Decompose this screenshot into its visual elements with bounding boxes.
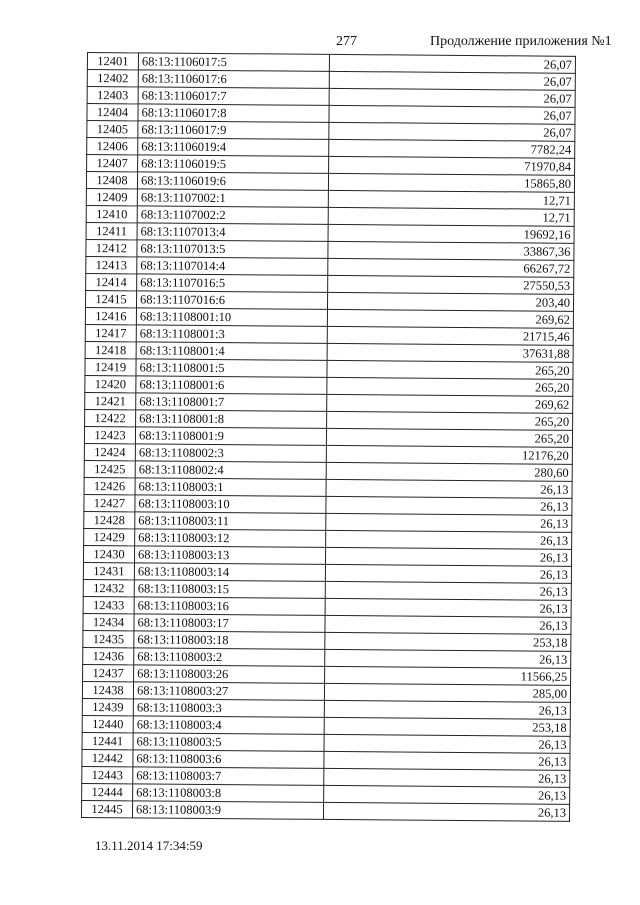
- row-number: 12432: [83, 579, 134, 596]
- row-number: 12438: [82, 681, 133, 698]
- row-value: 26,07: [329, 88, 575, 107]
- row-number: 12426: [84, 477, 135, 494]
- row-number: 12418: [85, 341, 136, 358]
- row-number: 12423: [84, 426, 135, 443]
- cadastral-number: 68:13:1108003:6: [133, 750, 324, 768]
- row-value: 26,07: [329, 54, 575, 73]
- row-value: 26,13: [325, 615, 571, 634]
- row-value: 66267,72: [328, 258, 574, 277]
- row-value: 37631,88: [327, 343, 573, 362]
- table-row: [81, 800, 569, 821]
- row-number: 12419: [85, 358, 136, 375]
- row-value: 26,13: [324, 785, 570, 804]
- cadastral-number: 68:13:1106017:9: [138, 121, 329, 139]
- row-value: 26,07: [329, 122, 575, 141]
- cadastral-number: 68:13:1107002:2: [137, 206, 328, 224]
- cadastral-number: 68:13:1108003:8: [133, 784, 324, 802]
- header-caption: Продолжение приложения №1: [430, 34, 612, 49]
- row-value: 265,20: [327, 411, 573, 430]
- row-value: 26,13: [324, 751, 570, 770]
- cadastral-number: 68:13:1106017:8: [138, 104, 329, 122]
- row-number: 12415: [85, 290, 136, 307]
- row-value: 27550,53: [328, 275, 574, 294]
- row-number: 12440: [82, 715, 133, 732]
- cadastral-number: 68:13:1107016:5: [137, 274, 328, 292]
- cadastral-number: 68:13:1108003:3: [133, 699, 324, 717]
- row-value: 26,13: [323, 802, 569, 821]
- row-number: 12414: [86, 273, 137, 290]
- row-value: 203,40: [327, 292, 573, 311]
- row-value: 15865,80: [328, 173, 574, 192]
- row-number: 12417: [85, 324, 136, 341]
- row-value: 253,18: [325, 632, 571, 651]
- cadastral-number: 68:13:1108003:11: [135, 512, 326, 530]
- cadastral-number: 68:13:1108003:26: [134, 665, 325, 683]
- row-number: 12429: [84, 528, 135, 545]
- cadastral-number: 68:13:1108003:18: [134, 631, 325, 649]
- cadastral-number: 68:13:1108003:1: [135, 478, 326, 496]
- row-number: 12442: [82, 749, 133, 766]
- row-number: 12430: [83, 545, 134, 562]
- cadastral-number: 68:13:1108001:3: [136, 325, 327, 343]
- registry-table: [81, 52, 576, 822]
- row-number: 12434: [83, 613, 134, 630]
- row-value: 26,13: [324, 768, 570, 787]
- row-value: 269,62: [327, 394, 573, 413]
- row-number: 12411: [86, 222, 137, 239]
- row-number: 12433: [83, 596, 134, 613]
- row-number: 12437: [83, 664, 134, 681]
- row-value: 280,60: [326, 462, 572, 481]
- cadastral-number: 68:13:1107013:5: [137, 240, 328, 258]
- cadastral-number: 68:13:1108003:16: [134, 597, 325, 615]
- row-number: 12408: [86, 172, 137, 189]
- row-number: 12431: [83, 562, 134, 579]
- row-number: 12416: [85, 307, 136, 324]
- row-value: 11566,25: [325, 666, 571, 685]
- row-value: 26,07: [329, 105, 575, 124]
- cadastral-number: 68:13:1108001:4: [136, 342, 327, 360]
- row-value: 19692,16: [328, 224, 574, 243]
- row-number: 12406: [87, 138, 138, 155]
- cadastral-number: 68:13:1108003:4: [133, 716, 324, 734]
- cadastral-number: 68:13:1107013:4: [137, 223, 328, 241]
- cadastral-number: 68:13:1107002:1: [137, 189, 328, 207]
- cadastral-number: 68:13:1106017:6: [138, 70, 329, 88]
- cadastral-number: 68:13:1108003:9: [132, 801, 323, 819]
- cadastral-number: 68:13:1106019:5: [138, 155, 329, 173]
- row-number: 12409: [86, 188, 137, 205]
- row-number: 12443: [82, 766, 133, 783]
- cadastral-number: 68:13:1108003:5: [133, 733, 324, 751]
- row-number: 12436: [83, 647, 134, 664]
- row-number: 12445: [81, 800, 132, 817]
- row-number: 12439: [82, 698, 133, 715]
- cadastral-number: 68:13:1106017:5: [138, 53, 329, 71]
- cadastral-number: 68:13:1108003:14: [134, 563, 325, 581]
- row-number: 12441: [82, 732, 133, 749]
- cadastral-number: 68:13:1108001:9: [135, 427, 326, 445]
- cadastral-number: 68:13:1108001:6: [136, 376, 327, 394]
- row-value: 7782,24: [329, 139, 575, 158]
- row-value: 33867,36: [328, 241, 574, 260]
- cadastral-number: 68:13:1106019:4: [138, 138, 329, 156]
- row-value: 26,13: [325, 564, 571, 583]
- row-value: 26,07: [329, 71, 575, 90]
- cadastral-number: 68:13:1107016:6: [136, 291, 327, 309]
- row-value: 26,13: [325, 547, 571, 566]
- cadastral-number: 68:13:1106017:7: [138, 87, 329, 105]
- row-value: 12176,20: [326, 445, 572, 464]
- cadastral-number: 68:13:1108003:13: [134, 546, 325, 564]
- cadastral-number: 68:13:1107014:4: [137, 257, 328, 275]
- row-number: 12428: [84, 511, 135, 528]
- row-number: 12427: [84, 494, 135, 511]
- row-value: 265,20: [327, 360, 573, 379]
- cadastral-number: 68:13:1108003:2: [134, 648, 325, 666]
- row-value: 26,13: [326, 496, 572, 515]
- cadastral-number: 68:13:1108002:4: [135, 461, 326, 479]
- row-number: 12407: [87, 155, 138, 172]
- row-number: 12444: [82, 783, 133, 800]
- cadastral-number: 68:13:1108002:3: [135, 444, 326, 462]
- row-value: 12,71: [328, 190, 574, 209]
- row-number: 12424: [84, 443, 135, 460]
- row-number: 12425: [84, 460, 135, 477]
- row-value: 285,00: [324, 683, 570, 702]
- row-number: 12405: [87, 121, 138, 138]
- row-value: 26,13: [324, 700, 570, 719]
- row-number: 12413: [86, 256, 137, 273]
- row-value: 26,13: [325, 581, 571, 600]
- row-number: 12403: [87, 87, 138, 104]
- row-value: 269,62: [327, 309, 573, 328]
- cadastral-number: 68:13:1108003:10: [135, 495, 326, 513]
- cadastral-number: 68:13:1108003:7: [133, 767, 324, 785]
- row-value: 253,18: [324, 717, 570, 736]
- row-number: 12404: [87, 104, 138, 121]
- row-number: 12435: [83, 630, 134, 647]
- cadastral-number: 68:13:1108003:12: [135, 529, 326, 547]
- cadastral-number: 68:13:1106019:6: [137, 172, 328, 190]
- row-value: 26,13: [326, 479, 572, 498]
- cadastral-number: 68:13:1108001:10: [136, 308, 327, 326]
- row-number: 12401: [87, 53, 138, 70]
- row-value: 12,71: [328, 207, 574, 226]
- cadastral-number: 68:13:1108003:15: [134, 580, 325, 598]
- cadastral-number: 68:13:1108001:5: [136, 359, 327, 377]
- row-number: 12421: [85, 392, 136, 409]
- row-value: 26,13: [325, 649, 571, 668]
- cadastral-number: 68:13:1108001:7: [136, 393, 327, 411]
- row-value: 26,13: [325, 598, 571, 617]
- cadastral-number: 68:13:1108003:17: [134, 614, 325, 632]
- cadastral-number: 68:13:1108001:8: [136, 410, 327, 428]
- row-value: 71970,84: [329, 156, 575, 175]
- row-number: 12402: [87, 70, 138, 87]
- row-value: 265,20: [327, 377, 573, 396]
- footer-timestamp: 13.11.2014 17:34:59: [95, 838, 203, 853]
- registry-table-body: [81, 53, 575, 822]
- row-number: 12412: [86, 239, 137, 256]
- row-value: 26,13: [324, 734, 570, 753]
- row-value: 26,13: [326, 513, 572, 532]
- row-value: 21715,46: [327, 326, 573, 345]
- row-number: 12422: [85, 409, 136, 426]
- row-number: 12410: [86, 205, 137, 222]
- cadastral-number: 68:13:1108003:27: [133, 682, 324, 700]
- page-number: 277: [336, 34, 357, 49]
- row-value: 265,20: [326, 428, 572, 447]
- row-number: 12420: [85, 375, 136, 392]
- row-value: 26,13: [326, 530, 572, 549]
